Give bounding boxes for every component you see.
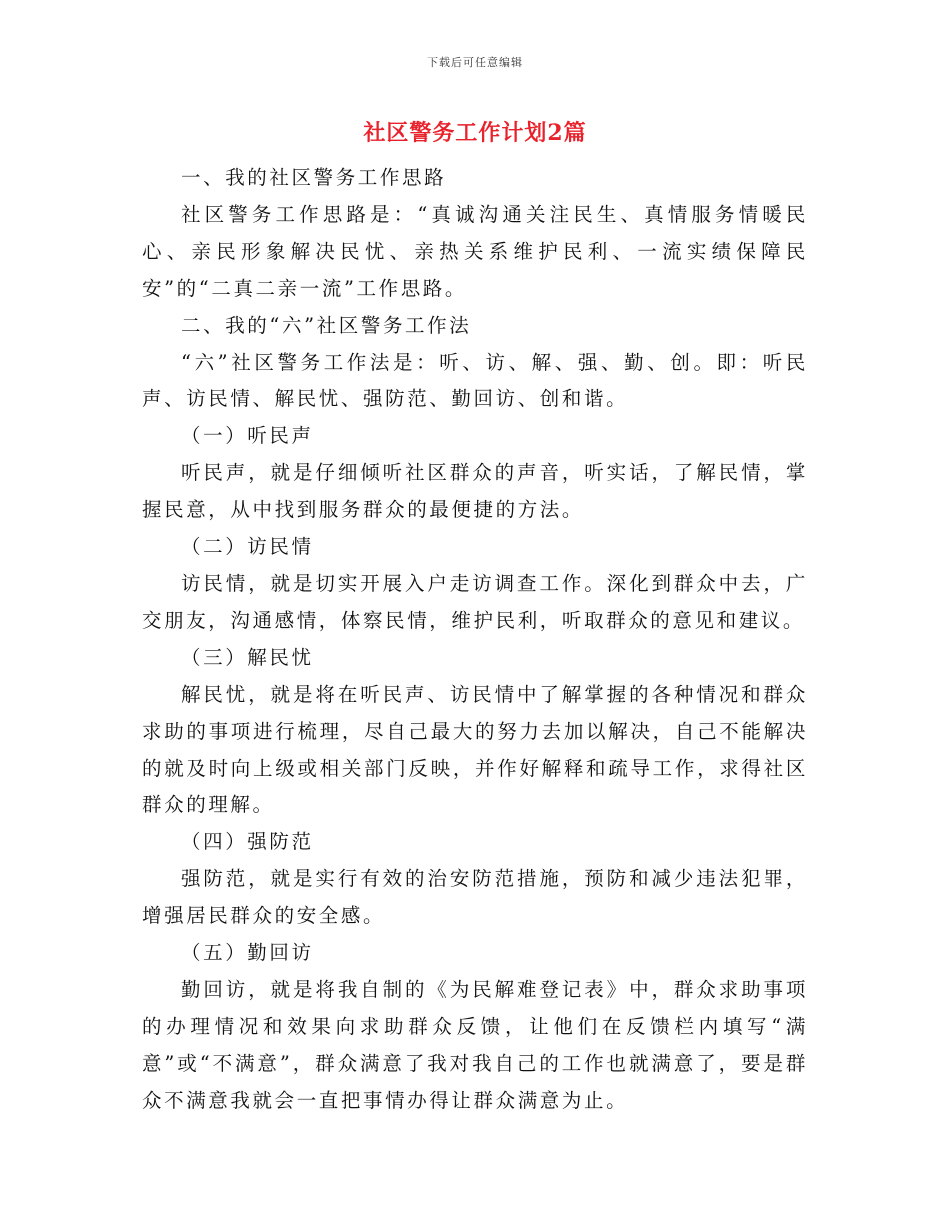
paragraph-listen: 听民声，就是仔细倾听社区群众的声音，听实话，了解民情，掌握民意，从中找到服务群众的最便捷的方法。: [142, 461, 808, 522]
paragraph-six-methods: “六”社区警务工作法是：听、访、解、强、勤、创。即：听民声、访民情、解民忧、强防范、勤回访、创和谐。: [142, 350, 808, 411]
paragraph-prevention: 强防范，就是实行有效的治安防范措施，预防和减少违法犯罪，增强居民群众的安全感。: [142, 867, 808, 928]
subheading-visit: （二）访民情: [181, 535, 314, 559]
subheading-revisit: （五）勤回访: [181, 941, 314, 965]
subheading-listen: （一）听民声: [181, 424, 314, 448]
document-title: 社区警务工作计划2篇: [363, 120, 587, 146]
document-body: [142, 160, 808, 1120]
paragraph-resolve: 解民忧，就是将在听民声、访民情中了解掌握的各种情况和群众求助的事项进行梳理，尽自己最大的努力去加以解决，自己不能解决的就及时向上级或相关部门反映，并作好解释和疏导工作，求得社区群众的理解。: [142, 682, 808, 817]
subheading-prevention: （四）强防范: [181, 830, 314, 854]
header-note: 下载后可任意编辑: [427, 56, 523, 69]
paragraph-work-approach: 社区警务工作思路是：“真诚沟通关注民生、真情服务情暖民心、亲民形象解决民忧、亲热关系维护民利、一流实绩保障民安”的“二真二亲一流”工作思路。: [142, 202, 808, 300]
section-heading-2: 二、我的“六”社区警务工作法: [181, 313, 472, 337]
subheading-resolve: （三）解民忧: [181, 645, 314, 669]
paragraph-revisit: 勤回访，就是将我自制的《为民解难登记表》中，群众求助事项的办理情况和效果向求助群众反馈，让他们在反馈栏内填写“满意”或“不满意”，群众满意了我对我自己的工作也就满意了，要是群众不满意我就会一直把事情办得让群众满意为止。: [142, 977, 808, 1112]
paragraph-visit: 访民情，就是切实开展入户走访调查工作。深化到群众中去，广交朋友，沟通感情，体察民情，维护民利，听取群众的意见和建议。: [142, 571, 808, 632]
section-heading-1: 一、我的社区警务工作思路: [181, 166, 447, 189]
